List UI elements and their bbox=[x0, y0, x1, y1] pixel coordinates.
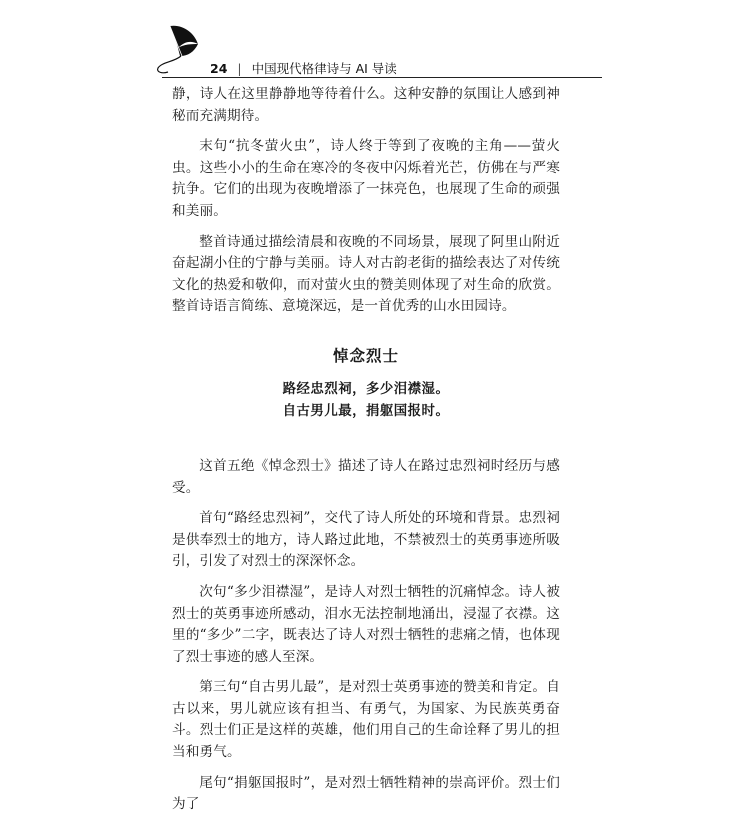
book-title: 中国现代格律诗与 AI 导读 bbox=[251, 61, 397, 76]
header-text bbox=[210, 59, 397, 77]
header-rule bbox=[162, 77, 602, 78]
paragraph: 尾句“捐躯国报时”，是对烈士牺牲精神的崇高评价。烈士们为了 bbox=[172, 774, 560, 813]
poem-line: 自古男儿最，捐躯国报时。 bbox=[282, 402, 450, 419]
paragraph: 次句“多少泪襟湿”，是诗人对烈士牺牲的沉痛悼念。诗人被烈士的英勇事迹所感动，泪水无法控制地涌出，浸湿了衣襟。这里的“多少”二字，既表达了诗人对烈士牺牲的悲痛之情，也体现了烈士事迹的感人至深。 bbox=[172, 583, 560, 665]
paragraph: 这首五绝《悼念烈士》描述了诗人在路过忠烈祠时经历与感受。 bbox=[172, 457, 560, 496]
page-number: 24 bbox=[210, 61, 228, 76]
paragraph: 静，诗人在这里静静地等待着什么。这种安静的氛围让人感到神秘而充满期待。 bbox=[172, 86, 560, 124]
poem-line: 路经忠烈祠，多少泪襟湿。 bbox=[282, 380, 450, 397]
header-separator: | bbox=[237, 61, 242, 76]
page-header bbox=[148, 22, 598, 82]
paragraph: 第三句“自古男儿最”，是对烈士英勇事迹的赞美和肯定。自古以来，男儿就应该有担当、有勇气，为国家、为民族英勇奋斗。烈士们正是这样的英雄，他们用自己的生命诠释了男儿的担当和勇气。 bbox=[172, 679, 560, 761]
quill-pen-icon bbox=[148, 22, 208, 74]
poem-title: 悼念烈士 bbox=[332, 346, 399, 365]
paragraph: 整首诗通过描绘清晨和夜晚的不同场景，展现了阿里山附近奋起湖小住的宁静与美丽。诗人对古韵老街的描绘表达了对传统文化的热爱和敬仰，而对萤火虫的赞美则体现了对生命的欣赏。整首诗语言简练、意境深远，是一首优秀的山水田园诗。 bbox=[172, 233, 560, 315]
paragraph: 末句“抗冬萤火虫”，诗人终于等到了夜晚的主角——萤火虫。这些小小的生命在寒冷的冬夜中闪烁着光芒，仿佛在与严寒抗争。它们的出现为夜晚增添了一抹亮色，也展现了生命的顽强和美丽。 bbox=[172, 138, 560, 219]
paragraph: 首句“路经忠烈祠”，交代了诗人所处的环境和背景。忠烈祠是供奉烈士的地方，诗人路过此地，不禁被烈士的英勇事迹所吸引，引发了对烈士的深深怀念。 bbox=[172, 510, 560, 570]
poem-spacer bbox=[172, 422, 560, 456]
page-content bbox=[172, 84, 560, 825]
